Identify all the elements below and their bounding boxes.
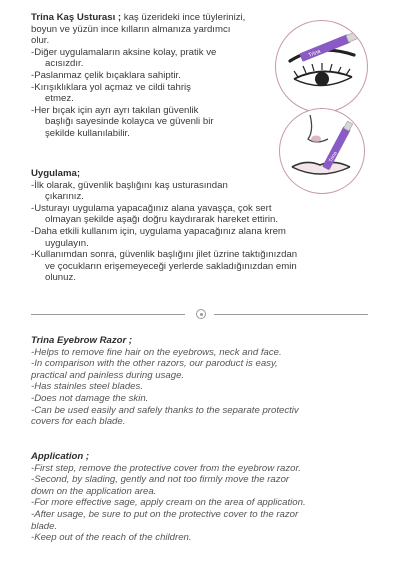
tr-usage-line: çıkarınız.: [45, 191, 84, 203]
tr-usage-line: -İlk olarak, güvenlik başlığını kaş usturasından: [31, 179, 228, 191]
razor-label: Trina: [328, 150, 339, 164]
tr-intro-line: başlığı sayesinde kolayca ve güvenli bir: [45, 116, 214, 128]
en-usage-line: -Keep out of the reach of the children.: [31, 532, 192, 544]
tr-usage-line: -Kullanımdan sonra, güvenlik başlığını jilet üzrine taktığınızdan: [31, 249, 298, 261]
tr-intro-line: boyun ve yüzün ince kılların almanıza yardımcı: [31, 23, 231, 35]
en-intro-line: covers for each blade.: [31, 416, 126, 428]
tr-usage-line: olmayan şekilde aşağı doğru kaydırarak hareket ettirin.: [45, 214, 279, 226]
tr-intro-line: şekilde kullanılabilir.: [45, 127, 130, 139]
en-intro-heading: Trina Eyebrow Razor ;: [31, 335, 133, 346]
tr-usage-line: olunuz.: [45, 272, 76, 284]
en-usage-line: down on the application area.: [31, 485, 157, 497]
en-intro-line: -In comparison with the other razors, our paroduct is easy,: [31, 358, 278, 370]
tr-intro-line: -Paslanmaz çelik bıçaklara sahiptir.: [31, 69, 181, 81]
en-usage-line: -Second, by slading, gently and not too firmly move the razor: [31, 474, 290, 486]
en-usage-line: -For more effective sage, apply cream on the area of application.: [31, 497, 306, 509]
divider-line-left: [31, 314, 185, 315]
tr-intro-line: acısızdır.: [45, 58, 84, 70]
tr-usage-line: ve çocukların erişemeyeceği yerlerde sakladığınızdan emin: [45, 260, 297, 272]
en-intro-section: [31, 335, 376, 428]
tr-usage-line: -Usturayı uygulama yapacağınız alana yavaşça, çok sert: [31, 202, 272, 214]
eyebrow-illustration: [275, 20, 368, 113]
divider-ornament-icon: [196, 309, 206, 319]
en-intro-line: -Helps to remove fine hair on the eyebrows, neck and face.: [31, 346, 282, 358]
en-intro-line: -Can be used easily and safely thanks to the separate protectiv: [31, 404, 299, 416]
tr-usage-line: -Daha etkili kullanım için, uygulama yapacağınız alana krem: [31, 225, 286, 237]
tr-usage-heading: Uygulama;: [31, 168, 81, 179]
eye-icon: [276, 21, 368, 113]
tr-intro-line: kaş üzerideki ince tüylerinizi,: [121, 12, 246, 23]
en-usage-line: -After usage, be sure to put on the protective cover to the razor: [31, 508, 299, 520]
en-usage-heading: Application ;: [31, 451, 90, 462]
tr-intro-line: -Diğer uygulamaların aksine kolay, pratik ve: [31, 46, 217, 58]
en-usage-line: blade.: [31, 520, 58, 532]
tr-intro-section: [31, 12, 277, 140]
en-intro-line: -Does not damage the skin.: [31, 392, 149, 404]
en-usage-section: [31, 451, 376, 544]
tr-intro-line: olur.: [31, 35, 50, 47]
tr-usage-line: uygulayın.: [45, 237, 89, 249]
tr-intro-first-line: [31, 12, 245, 23]
tr-intro-line: -Her bıçak için ayrı ayrı takılan güvenlik: [31, 104, 199, 116]
en-intro-line: practical and painless during usage.: [31, 369, 185, 381]
en-usage-line: -First step, remove the protective cover from the eyebrow razor.: [31, 462, 301, 474]
tr-intro-line: etmez.: [45, 93, 74, 105]
tr-usage-section: [31, 168, 376, 284]
tr-intro-line: -Kırışıklıklara yol açmaz ve cildi tahriş: [31, 81, 191, 93]
razor-label: Trina: [307, 48, 322, 59]
en-intro-line: -Has stainles steel blades.: [31, 381, 143, 393]
divider-line-right: [214, 314, 368, 315]
tr-intro-heading: Trina Kaş Usturası ;: [31, 12, 122, 23]
